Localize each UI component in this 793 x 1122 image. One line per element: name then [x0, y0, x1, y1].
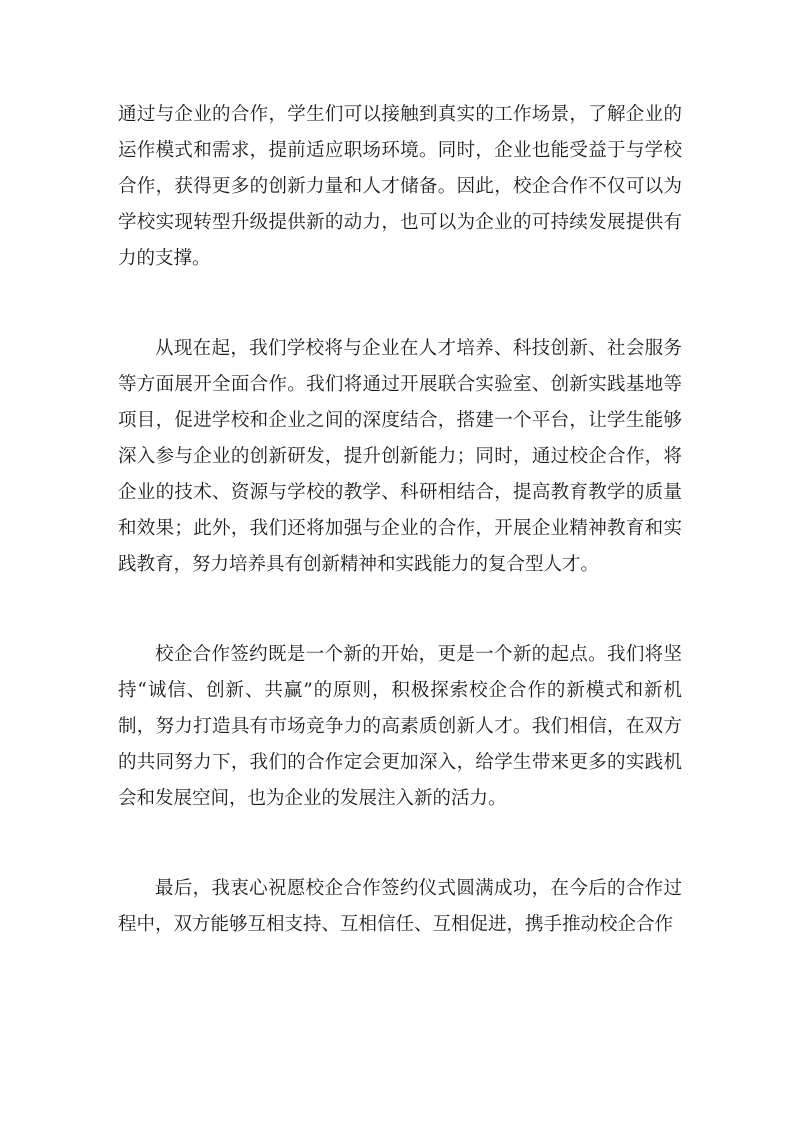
document-body	[118, 97, 682, 943]
paragraph-1: 通过与企业的合作，学生们可以接触到真实的工作场景，了解企业的运作模式和需求，提前适应职场环境。同时，企业也能受益于与学校合作，获得更多的创新力量和人才储备。因此，校企合作不仅可以为学校实现转型升级提供新的动力，也可以为企业的可持续发展提供有力的支撑。	[118, 104, 682, 269]
paragraph-3: 校企合作签约既是一个新的开始，更是一个新的起点。我们将坚持“诚信、创新、共赢”的原则，积极探索校企合作的新模式和新机制，努力打造具有市场竞争力的高素质创新人才。我们相信，在双方的共同努力下，我们的合作定会更加深入，给学生带来更多的实践机会和发展空间，也为企业的发展注入新的活力。	[118, 644, 682, 809]
paragraph-4: 最后，我衷心祝愿校企合作签约仪式圆满成功，在今后的合作过程中，双方能够互相支持、互相信任、互相促进，携手推动校企合作	[118, 878, 682, 935]
paragraph-2: 从现在起，我们学校将与企业在人才培养、科技创新、社会服务等方面展开全面合作。我们将通过开展联合实验室、创新实践基地等项目，促进学校和企业之间的深度结合，搭建一个平台，让学生能够深入参与企业的创新研发，提升创新能力；同时，通过校企合作，将企业的技术、资源与学校的教学、科研相结合，提高教育教学的质量和效果；此外，我们还将加强与企业的合作，开展企业精神教育和实践教育，努力培养具有创新精神和实践能力的复合型人才。	[118, 338, 682, 575]
